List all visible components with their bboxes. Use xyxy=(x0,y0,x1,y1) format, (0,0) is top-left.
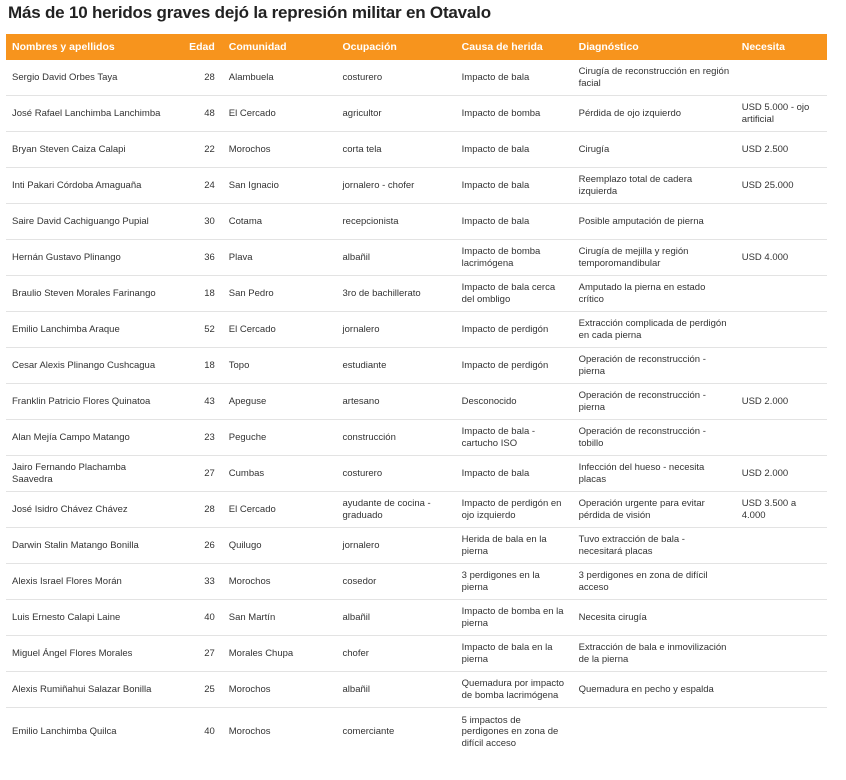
table-row xyxy=(6,132,827,168)
cell-needs xyxy=(736,600,827,636)
cell-cause: Impacto de bala xyxy=(456,132,573,168)
cell-community: Morochos xyxy=(228,726,271,738)
cell-needs: USD 5.000 - ojo artificial xyxy=(736,96,827,132)
table-row xyxy=(6,528,827,564)
cell-cause: 5 impactos de perdigones en zona de difícil acceso xyxy=(461,714,559,749)
cell-name: Alexis Israel Flores Morán xyxy=(6,564,167,600)
cell-name: Luis Ernesto Calapi Laine xyxy=(6,600,167,636)
table-row xyxy=(6,96,827,132)
table-row xyxy=(6,708,827,757)
cell-cause: Impacto de bala - cartucho ISO xyxy=(456,420,573,456)
cell-age: 18 xyxy=(167,276,223,312)
cell-cause: 3 perdigones en la pierna xyxy=(456,564,573,600)
cell-name: José Rafael Lanchimba Lanchimba xyxy=(6,96,167,132)
cell-diagnosis: Posible amputación de pierna xyxy=(573,204,736,240)
cell-cause: Impacto de bomba lacrimógena xyxy=(456,240,573,276)
cell-community: El Cercado xyxy=(223,312,337,348)
cell-diagnosis: Cirugía xyxy=(573,132,736,168)
cell-cause: Impacto de perdigón xyxy=(456,312,573,348)
table-row xyxy=(6,240,827,276)
table-body xyxy=(6,60,827,756)
cell-occupation: jornalero xyxy=(337,312,456,348)
table-row xyxy=(6,600,827,636)
cell-name: Sergio David Orbes Taya xyxy=(6,60,167,96)
cell-name: Alexis Rumiñahui Salazar Bonilla xyxy=(6,672,167,708)
cell-occupation: corta tela xyxy=(337,132,456,168)
cell-diagnosis xyxy=(573,708,736,757)
cell-diagnosis: Infección del hueso - necesita placas xyxy=(573,456,736,492)
cell-cause: Impacto de bala en la pierna xyxy=(456,636,573,672)
cell-name: Cesar Alexis Plinango Cushcagua xyxy=(6,348,167,384)
table-row xyxy=(6,276,827,312)
cell-cause: Impacto de perdigón xyxy=(456,348,573,384)
cell-occupation: jornalero xyxy=(337,528,456,564)
cell-diagnosis: Pérdida de ojo izquierdo xyxy=(573,96,736,132)
cell-cause: Impacto de bala xyxy=(456,204,573,240)
cell-age: 22 xyxy=(167,132,223,168)
cell-occupation: albañil xyxy=(337,240,456,276)
cell-name: Bryan Steven Caiza Calapi xyxy=(6,132,167,168)
cell-needs xyxy=(736,60,827,96)
cell-occupation: albañil xyxy=(337,672,456,708)
cell-age: 26 xyxy=(167,528,223,564)
cell-cause: Impacto de bomba xyxy=(456,96,573,132)
cell-needs xyxy=(736,672,827,708)
cell-occupation: chofer xyxy=(337,636,456,672)
cell-age: 36 xyxy=(167,240,223,276)
table-row xyxy=(6,60,827,96)
cell-diagnosis: Cirugía de reconstrucción en región facial xyxy=(573,60,736,96)
cell-name: Miguel Ángel Flores Morales xyxy=(6,636,167,672)
table-row xyxy=(6,168,827,204)
cell-age: 27 xyxy=(167,636,223,672)
column-header-name: Nombres y apellidos xyxy=(6,34,167,60)
cell-name: Franklin Patricio Flores Quinatoa xyxy=(6,384,167,420)
cell-name: Alan Mejía Campo Matango xyxy=(6,420,167,456)
cell-age: 48 xyxy=(167,96,223,132)
cell-age: 33 xyxy=(167,564,223,600)
cell-community: Alambuela xyxy=(223,60,337,96)
cell-community: San Martín xyxy=(223,600,337,636)
cell-age: 23 xyxy=(167,420,223,456)
cell-needs: USD 25.000 xyxy=(736,168,827,204)
column-header-community: Comunidad xyxy=(223,34,337,60)
cell-needs xyxy=(736,636,827,672)
cell-community: Morochos xyxy=(223,564,337,600)
cell-age: 27 xyxy=(167,456,223,492)
cell-name: José Isidro Chávez Chávez xyxy=(6,492,167,528)
cell-needs xyxy=(736,276,827,312)
cell-needs: USD 2.000 xyxy=(736,384,827,420)
table-row xyxy=(6,492,827,528)
cell-diagnosis: Operación de reconstrucción - pierna xyxy=(573,348,736,384)
cell-needs xyxy=(736,564,827,600)
column-header-diagnosis: Diagnóstico xyxy=(573,34,736,60)
cell-age: 40 xyxy=(167,600,223,636)
cell-community: El Cercado xyxy=(223,96,337,132)
cell-needs xyxy=(736,420,827,456)
injured-table xyxy=(6,34,827,756)
cell-name: Darwin Stalin Matango Bonilla xyxy=(6,528,167,564)
cell-needs: USD 2.500 xyxy=(736,132,827,168)
cell-community: Morales Chupa xyxy=(223,636,337,672)
table-row xyxy=(6,672,827,708)
cell-needs xyxy=(736,312,827,348)
cell-community: Peguche xyxy=(223,420,337,456)
cell-community: Cumbas xyxy=(223,456,337,492)
cell-occupation: estudiante xyxy=(337,348,456,384)
cell-needs xyxy=(736,708,827,757)
cell-occupation: recepcionista xyxy=(337,204,456,240)
cell-age: 28 xyxy=(167,60,223,96)
cell-cause: Herida de bala en la pierna xyxy=(456,528,573,564)
cell-community: Plava xyxy=(223,240,337,276)
cell-occupation: construcción xyxy=(337,420,456,456)
cell-community: Apeguse xyxy=(223,384,337,420)
cell-name: Emilio Lanchimba Araque xyxy=(6,312,167,348)
cell-diagnosis: Extracción de bala e inmovilización de la pierna xyxy=(573,636,736,672)
table-row xyxy=(6,456,827,492)
cell-age: 18 xyxy=(167,348,223,384)
cell-diagnosis: Amputado la pierna en estado crítico xyxy=(573,276,736,312)
cell-occupation: costurero xyxy=(337,456,456,492)
cell-community: San Ignacio xyxy=(223,168,337,204)
cell-diagnosis: Operación urgente para evitar pérdida de visión xyxy=(573,492,736,528)
cell-diagnosis: Operación de reconstrucción - pierna xyxy=(573,384,736,420)
cell-cause: Impacto de bala xyxy=(456,60,573,96)
cell-diagnosis: Reemplazo total de cadera izquierda xyxy=(573,168,736,204)
cell-diagnosis: Quemadura en pecho y espalda xyxy=(573,672,736,708)
cell-needs: USD 3.500 a 4.000 xyxy=(736,492,827,528)
cell-name: Braulio Steven Morales Farinango xyxy=(6,276,167,312)
cell-cause: Impacto de bala xyxy=(456,456,573,492)
cell-cause: Desconocido xyxy=(456,384,573,420)
cell-occupation: jornalero - chofer xyxy=(337,168,456,204)
column-header-occupation: Ocupación xyxy=(337,34,456,60)
cell-community: Topo xyxy=(223,348,337,384)
cell-occupation: artesano xyxy=(337,384,456,420)
cell-cause: Quemadura por impacto de bomba lacrimógena xyxy=(456,672,573,708)
cell-name: Inti Pakari Córdoba Amaguaña xyxy=(6,168,167,204)
cell-needs xyxy=(736,528,827,564)
table-row xyxy=(6,384,827,420)
table-row xyxy=(6,564,827,600)
cell-age: 24 xyxy=(167,168,223,204)
chart-title: Más de 10 heridos graves dejó la represión militar en Otavalo xyxy=(8,3,491,22)
cell-occupation: comerciante xyxy=(342,726,395,738)
cell-age: 52 xyxy=(167,312,223,348)
cell-name: Saire David Cachiguango Pupial xyxy=(6,204,167,240)
cell-occupation: costurero xyxy=(337,60,456,96)
cell-needs xyxy=(736,348,827,384)
cell-age: 40 xyxy=(204,726,215,738)
table-row xyxy=(6,312,827,348)
cell-cause: Impacto de bala xyxy=(456,168,573,204)
cell-name: Hernán Gustavo Plinango xyxy=(6,240,167,276)
table-row xyxy=(6,420,827,456)
cell-community: San Pedro xyxy=(223,276,337,312)
cell-diagnosis: Operación de reconstrucción - tobillo xyxy=(573,420,736,456)
cell-community: Morochos xyxy=(223,672,337,708)
cell-needs: USD 2.000 xyxy=(736,456,827,492)
cell-needs xyxy=(736,204,827,240)
cell-occupation: 3ro de bachillerato xyxy=(337,276,456,312)
cell-diagnosis: Tuvo extracción de bala - necesitará placas xyxy=(573,528,736,564)
table-row xyxy=(6,348,827,384)
cell-occupation: albañil xyxy=(337,600,456,636)
cell-age: 43 xyxy=(167,384,223,420)
column-header-age: Edad xyxy=(167,34,223,60)
table-header-row xyxy=(6,34,827,60)
cell-cause: Impacto de perdigón en ojo izquierdo xyxy=(456,492,573,528)
cell-diagnosis: Cirugía de mejilla y región temporomandibular xyxy=(573,240,736,276)
cell-name: Emilio Lanchimba Quilca xyxy=(12,726,117,738)
cell-occupation: ayudante de cocina - graduado xyxy=(337,492,456,528)
cell-age: 25 xyxy=(167,672,223,708)
cell-community: Morochos xyxy=(223,132,337,168)
cell-occupation: cosedor xyxy=(337,564,456,600)
cell-diagnosis: Necesita cirugía xyxy=(573,600,736,636)
table-row xyxy=(6,636,827,672)
table-row xyxy=(6,204,827,240)
cell-cause: Impacto de bomba en la pierna xyxy=(456,600,573,636)
cell-diagnosis: Extracción complicada de perdigón en cada pierna xyxy=(573,312,736,348)
cell-community: Cotama xyxy=(223,204,337,240)
cell-community: El Cercado xyxy=(223,492,337,528)
column-header-needs: Necesita xyxy=(736,34,827,60)
cell-cause: Impacto de bala cerca del ombligo xyxy=(456,276,573,312)
cell-community: Quilugo xyxy=(223,528,337,564)
cell-age: 30 xyxy=(167,204,223,240)
column-header-cause: Causa de herida xyxy=(456,34,573,60)
cell-occupation: agricultor xyxy=(337,96,456,132)
cell-needs: USD 4.000 xyxy=(736,240,827,276)
cell-diagnosis: 3 perdigones en zona de difícil acceso xyxy=(573,564,736,600)
cell-name: Jairo Fernando Plachamba Saavedra xyxy=(6,456,167,492)
cell-age: 28 xyxy=(167,492,223,528)
